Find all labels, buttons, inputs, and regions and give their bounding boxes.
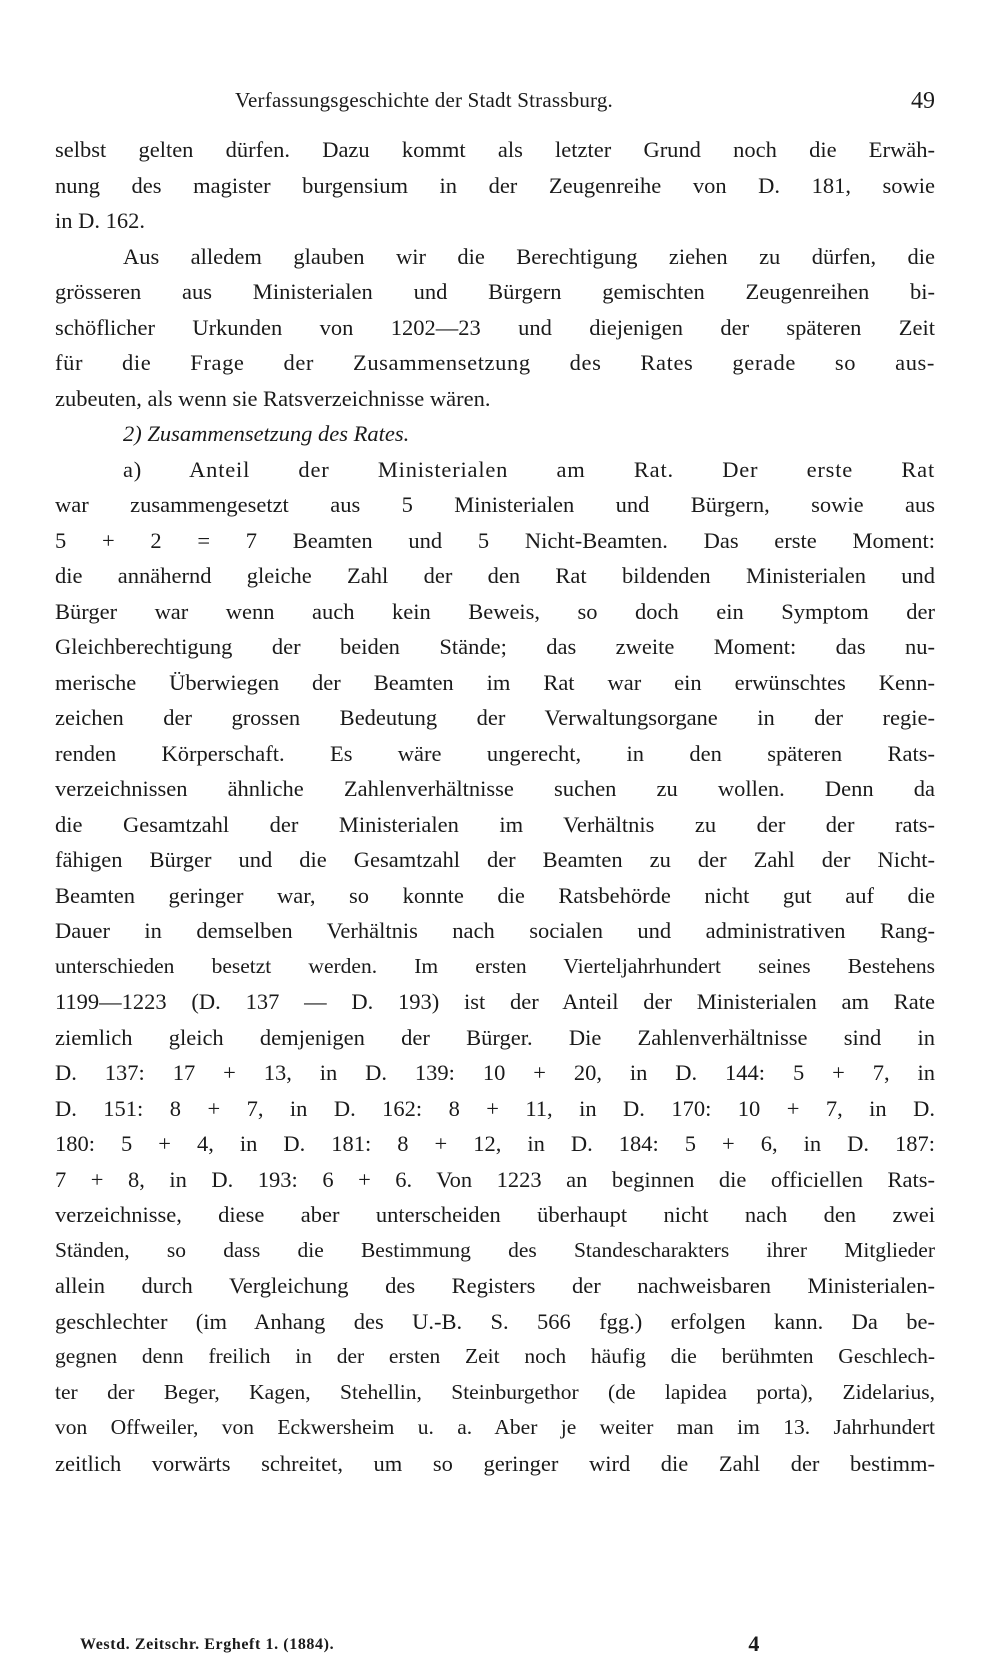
text-line: die annähernd gleiche Zahl der den Rat bildenden Ministerialen und bbox=[55, 563, 935, 588]
text-line: merische Überwiegen der Beamten im Rat war ein erwünschtes Kenn- bbox=[55, 669, 935, 695]
text-line: geschlechter (im Anhang des U.-B. S. 566 fgg.) erfolgen kann. Da be- bbox=[55, 1308, 935, 1334]
running-header bbox=[55, 88, 935, 128]
running-title: Verfassungsgeschichte der Stadt Strassburg. bbox=[235, 88, 613, 112]
text-line: gegnen denn freilich in der ersten Zeit noch häufig die berühmten Geschlech- bbox=[55, 1344, 935, 1368]
signature-mark: 4 bbox=[748, 1631, 760, 1656]
text-line: für die Frage der Zusammensetzung des Rates gerade so aus- bbox=[55, 350, 935, 375]
text-line: Beamten geringer war, so konnte die Ratsbehörde nicht gut auf die bbox=[55, 882, 935, 908]
text-line: allein durch Vergleichung des Registers der nachweisbaren Ministerialen- bbox=[55, 1273, 935, 1298]
text-line: 5 + 2 = 7 Beamten und 5 Nicht-Beamten. Das erste Moment: bbox=[55, 527, 935, 553]
text-line: D. 137: 17 + 13, in D. 139: 10 + 20, in D. 144: 5 + 7, in bbox=[55, 1060, 935, 1085]
body-text bbox=[55, 132, 935, 1481]
text-line: Ständen, so dass die Bestimmung des Standescharakters ihrer Mitglieder bbox=[55, 1237, 935, 1262]
text-line: Aus alledem glauben wir die Berechtigung ziehen zu dürfen, die bbox=[123, 243, 935, 269]
text-line: Gleichberechtigung der beiden Stände; das zweite Moment: das nu- bbox=[55, 634, 935, 659]
journal-reference: Westd. Zeitschr. Ergheft 1. (1884). bbox=[80, 1636, 335, 1653]
text-line: selbst gelten dürfen. Dazu kommt als letzter Grund noch die Erwäh- bbox=[55, 137, 935, 162]
text-line: grösseren aus Ministerialen und Bürgern gemischten Zeugenreihen bi- bbox=[55, 279, 935, 304]
text-line: zeitlich vorwärts schreitet, um so geringer wird die Zahl der bestimm- bbox=[55, 1450, 935, 1476]
text-line: nung des magister burgensium in der Zeugenreihe von D. 181, sowie bbox=[55, 172, 935, 198]
text-line: zubeuten, als wenn sie Ratsverzeichnisse wären. bbox=[55, 385, 491, 411]
text-line: fähigen Bürger und die Gesamtzahl der Beamten zu der Zahl der Nicht- bbox=[55, 847, 935, 872]
subsection-heading-line: a) Anteil der Ministerialen am Rat. Der erste Rat bbox=[123, 456, 935, 482]
text-line: ter der Beger, Kagen, Stehellin, Steinburgethor (de lapidea porta), Zidelarius, bbox=[55, 1379, 935, 1404]
page bbox=[55, 88, 935, 1481]
text-line: verzeichnissen ähnliche Zahlenverhältnisse suchen zu wollen. Denn da bbox=[55, 776, 935, 801]
text-line: D. 151: 8 + 7, in D. 162: 8 + 11, in D. 170: 10 + 7, in D. bbox=[55, 1095, 935, 1121]
text-line: in D. 162. bbox=[55, 208, 145, 233]
section-heading: 2) Zusammensetzung des Rates. bbox=[123, 421, 410, 446]
text-line: Bürger war wenn auch kein Beweis, so doch ein Symptom der bbox=[55, 598, 935, 624]
text-line: Dauer in demselben Verhältnis nach socialen und administrativen Rang- bbox=[55, 918, 935, 943]
text-line: war zusammengesetzt aus 5 Ministerialen und Bürgern, sowie aus bbox=[55, 492, 935, 517]
page-number: 49 bbox=[911, 88, 935, 114]
text-line: renden Körperschaft. Es wäre ungerecht, in den späteren Rats- bbox=[55, 740, 935, 766]
text-line: von Offweiler, von Eckwersheim u. a. Aber je weiter man im 13. Jahrhundert bbox=[55, 1415, 935, 1439]
text-line: ziemlich gleich demjenigen der Bürger. Die Zahlenverhältnisse sind in bbox=[55, 1024, 935, 1050]
text-line: schöflicher Urkunden von 1202—23 und diejenigen der späteren Zeit bbox=[55, 314, 935, 340]
text-line: 7 + 8, in D. 193: 6 + 6. Von 1223 an beginnen die officiellen Rats- bbox=[55, 1166, 935, 1192]
text-line: 1199—1223 (D. 137 — D. 193) ist der Anteil der Ministerialen am Rate bbox=[55, 989, 935, 1014]
page-footer bbox=[80, 1631, 760, 1667]
text-line: zeichen der grossen Bedeutung der Verwaltungsorgane in der regie- bbox=[55, 705, 935, 730]
text-line: verzeichnisse, diese aber unterscheiden überhaupt nicht nach den zwei bbox=[55, 1202, 935, 1227]
text-line: unterschieden besetzt werden. Im ersten Vierteljahrhundert seines Bestehens bbox=[55, 953, 935, 978]
text-line: die Gesamtzahl der Ministerialen im Verhältnis zu der der rats- bbox=[55, 811, 935, 837]
text-line: 180: 5 + 4, in D. 181: 8 + 12, in D. 184: 5 + 6, in D. 187: bbox=[55, 1131, 935, 1156]
